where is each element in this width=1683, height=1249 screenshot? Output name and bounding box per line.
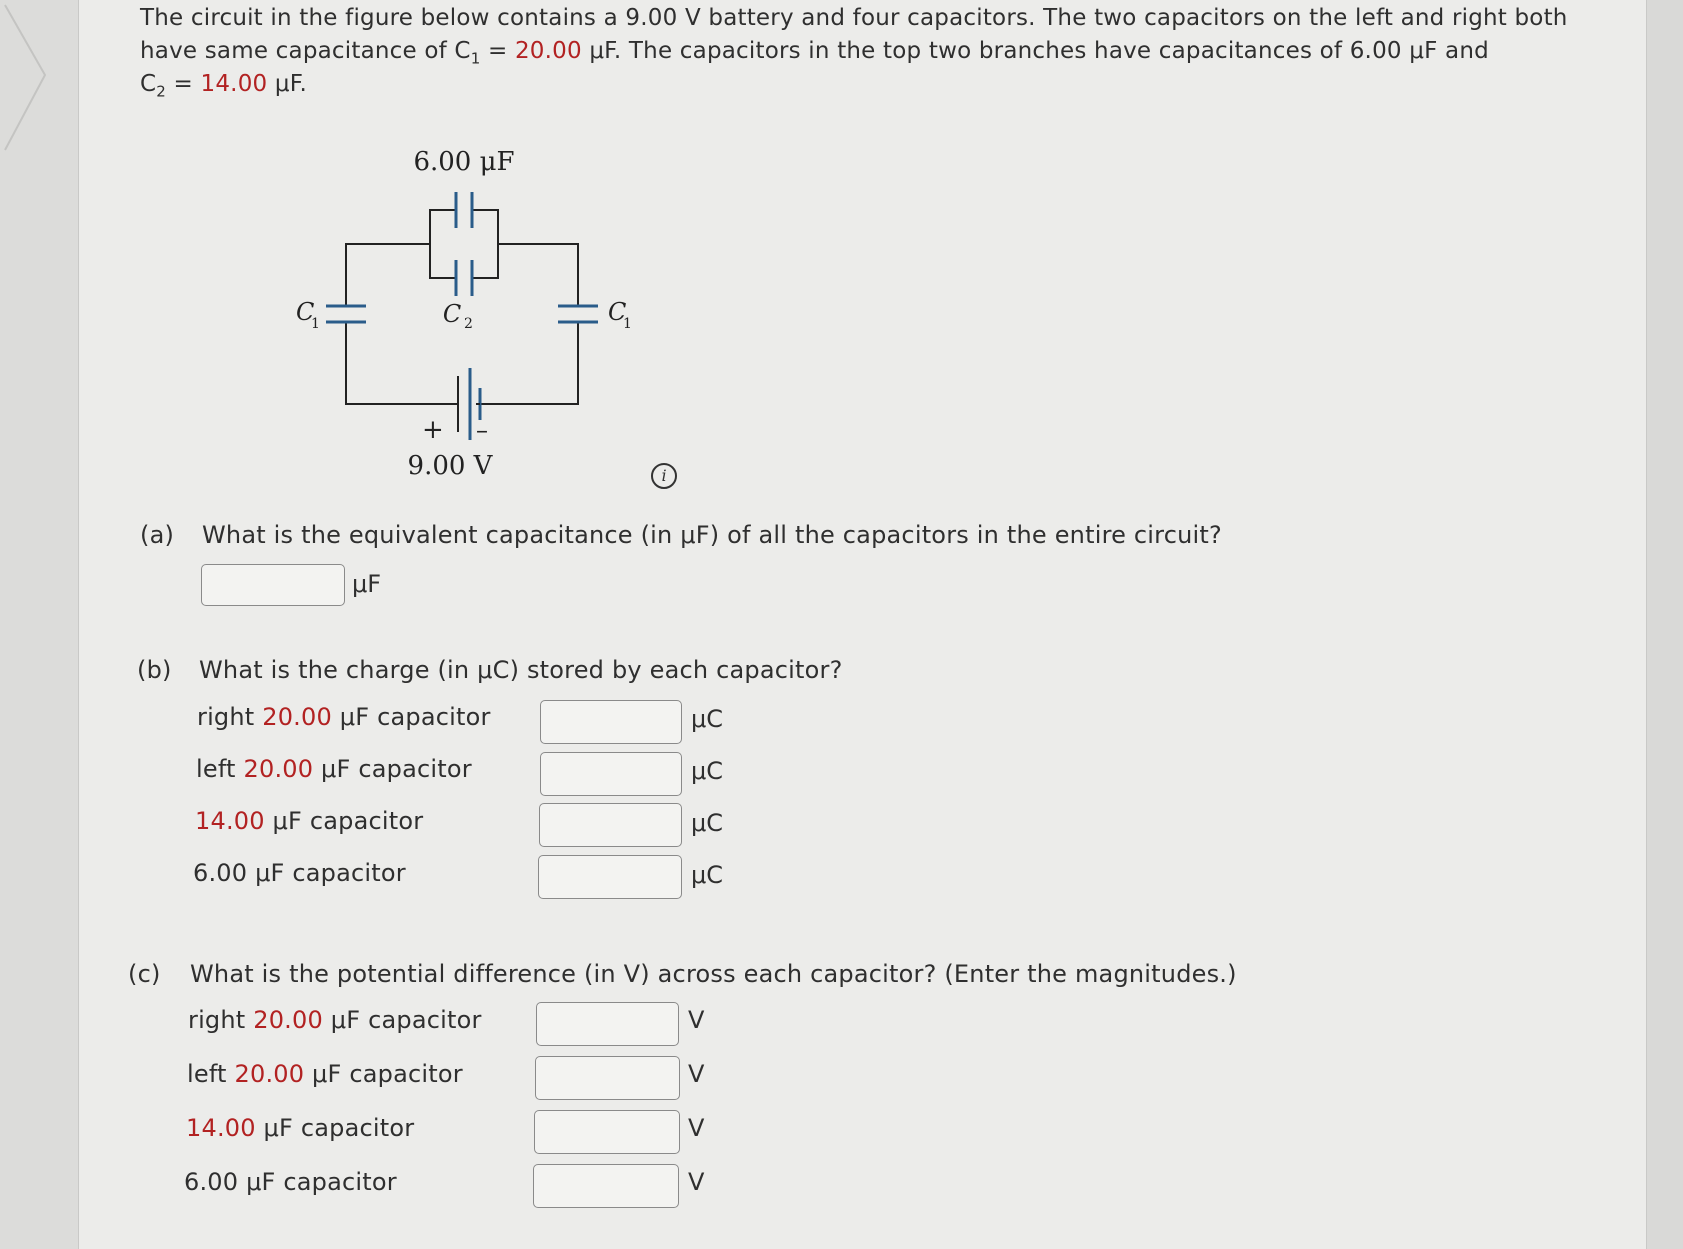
- battery-label: 9.00 V: [407, 451, 493, 480]
- row-text: right: [197, 703, 263, 731]
- part-c-label: (c): [128, 960, 161, 988]
- c1-left-label: C: [296, 298, 315, 326]
- statement-text: μF. The capacitors in the top two branches have capacitances of 6.00 μF and: [581, 38, 1489, 64]
- capacitor-c1-right: [558, 306, 598, 322]
- highlighted-value: 20.00: [514, 38, 582, 64]
- charge-left-input[interactable]: [540, 752, 682, 796]
- voltage-left-unit: V: [688, 1060, 705, 1088]
- c1-right-subscript: 1: [623, 316, 632, 332]
- highlighted-value: 20.00: [262, 703, 332, 731]
- row-text: μF capacitor: [322, 1006, 482, 1034]
- statement-line-3: [140, 68, 1620, 101]
- charge-left-unit: μC: [691, 757, 724, 785]
- problem-statement: [140, 2, 1620, 101]
- part-c-question: What is the potential difference (in V) across each capacitor? (Enter the magnitudes.): [190, 960, 1237, 988]
- chevron-right-icon: [0, 0, 60, 240]
- row-text: μF capacitor: [313, 755, 472, 783]
- highlighted-value: 20.00: [234, 1060, 305, 1088]
- charge-row-c2-label: [195, 807, 423, 835]
- voltage-row-right-label: [188, 1006, 482, 1034]
- voltage-right-unit: V: [688, 1006, 705, 1034]
- row-text: μF capacitor: [304, 1060, 463, 1088]
- subscript: 2: [156, 82, 167, 101]
- statement-text: C: [140, 71, 157, 97]
- statement-line-2: [140, 35, 1620, 68]
- info-icon[interactable]: i: [651, 463, 677, 489]
- top-capacitor-label: 6.00 μF: [413, 147, 515, 177]
- charge-row-right-label: [197, 703, 491, 731]
- highlighted-value: 14.00: [186, 1114, 256, 1142]
- voltage-c2-input[interactable]: [534, 1110, 680, 1154]
- part-b-question: What is the charge (in μC) stored by each capacitor?: [199, 656, 843, 684]
- c2-label: C: [442, 300, 462, 328]
- subscript: 1: [470, 49, 481, 68]
- statement-line-1: [140, 2, 1620, 35]
- c1-right-label: C: [608, 298, 627, 326]
- capacitor-6uF: [456, 192, 472, 228]
- part-a-label: (a): [140, 521, 175, 549]
- c2-subscript: 2: [464, 316, 473, 332]
- charge-6uF-unit: μC: [691, 861, 724, 889]
- row-text: μF capacitor: [264, 807, 424, 835]
- voltage-right-input[interactable]: [536, 1002, 679, 1046]
- statement-text: The circuit in the figure below contains a 9.00 V battery and four capacitors. The two capacitors on the left and right both: [140, 5, 1568, 31]
- part-a-question: What is the equivalent capacitance (in μF) of all the capacitors in the entire circuit?: [202, 521, 1222, 549]
- charge-row-6uF-label: 6.00 μF capacitor: [193, 859, 406, 887]
- row-text: left: [196, 755, 244, 783]
- voltage-row-c2-label: [186, 1114, 414, 1142]
- battery-plus: +: [422, 415, 444, 445]
- voltage-c2-unit: V: [688, 1114, 705, 1142]
- voltage-left-input[interactable]: [535, 1056, 680, 1100]
- row-text: right: [188, 1006, 254, 1034]
- voltage-6uF-input[interactable]: [533, 1164, 679, 1208]
- right-margin: [1646, 0, 1683, 1249]
- highlighted-value: 20.00: [243, 755, 314, 783]
- statement-text: =: [166, 71, 201, 97]
- capacitor-c1-left: [326, 306, 366, 322]
- highlighted-value: 20.00: [253, 1006, 323, 1034]
- statement-text: =: [480, 38, 515, 64]
- charge-c2-unit: μC: [691, 809, 724, 837]
- charge-right-unit: μC: [691, 705, 724, 733]
- row-text: μF capacitor: [255, 1114, 415, 1142]
- row-text: μF capacitor: [331, 703, 491, 731]
- capacitor-c2: [456, 260, 472, 296]
- part-a-unit: μF: [352, 570, 382, 598]
- part-b-label: (b): [137, 656, 172, 684]
- charge-6uF-input[interactable]: [538, 855, 682, 899]
- circuit-diagram: [280, 140, 660, 480]
- charge-c2-input[interactable]: [539, 803, 682, 847]
- battery-minus: –: [476, 416, 488, 444]
- voltage-row-6uF-label: 6.00 μF capacitor: [184, 1168, 397, 1196]
- highlighted-value: 14.00: [195, 807, 265, 835]
- row-text: left: [187, 1060, 235, 1088]
- statement-text: μF.: [267, 71, 307, 97]
- c1-left-subscript: 1: [311, 316, 320, 332]
- voltage-row-left-label: [187, 1060, 463, 1088]
- circuit-wires: [346, 210, 578, 404]
- statement-text: have same capacitance of C: [140, 38, 471, 64]
- voltage-6uF-unit: V: [688, 1168, 705, 1196]
- charge-right-input[interactable]: [540, 700, 682, 744]
- charge-row-left-label: [196, 755, 472, 783]
- left-margin: [0, 0, 79, 1249]
- highlighted-value: 14.00: [200, 71, 268, 97]
- equivalent-capacitance-input[interactable]: [201, 564, 345, 606]
